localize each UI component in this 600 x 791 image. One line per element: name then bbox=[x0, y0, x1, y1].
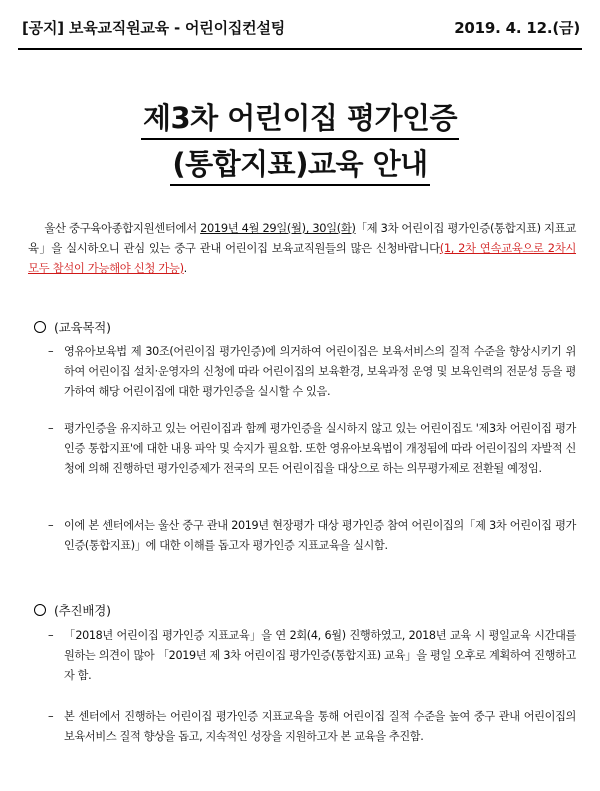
dash-bullet: – bbox=[48, 345, 54, 358]
intro-text-start: 울산 중구육아종합지원센터에서 bbox=[44, 221, 201, 235]
list-item bbox=[48, 516, 576, 560]
list-item bbox=[48, 626, 576, 690]
dash-bullet: – bbox=[48, 519, 54, 532]
header-date: 2019. 4. 12.(금) bbox=[454, 19, 580, 37]
circle-bullet-icon bbox=[34, 321, 46, 333]
list-item bbox=[48, 419, 576, 503]
section-heading-purpose: (교육목적) bbox=[34, 318, 111, 336]
dash-bullet: – bbox=[48, 629, 54, 642]
header-divider bbox=[18, 48, 582, 50]
list-item bbox=[48, 342, 576, 406]
circle-bullet-icon bbox=[34, 604, 46, 616]
intro-paragraph bbox=[28, 218, 576, 278]
intro-text-middle: 「제 3차 어린이집 평가인증(통합지표) 지표교육」을 실시하오니 관심 있는 중구 관내 어린이집 보육교직원들의 많은 신청바랍니다 bbox=[28, 221, 576, 255]
page-title-line1: 제3차 어린이집 평가인증 bbox=[0, 96, 600, 140]
dash-bullet: – bbox=[48, 422, 54, 435]
page-title-line2: (통합지표)교육 안내 bbox=[0, 142, 600, 186]
notice-header bbox=[22, 17, 580, 43]
intro-text-end: . bbox=[183, 261, 187, 275]
list-item-text: 평가인증을 유지하고 있는 어린이집과 함께 평가인증을 실시하지 않고 있는 어린이집도 '제3차 어린이집 평가인증 통합지표'에 대한 내용 파악 및 숙지가 필요함. 또한 영유아보육법이 개정됨에 따라 어린이집의 자발적 신청에 의해 진행하던 평가인증제가 전국의 모든 어린이집을 대상으로 하는 의무평가제로 전환될 예정임. bbox=[64, 422, 576, 475]
section-heading-background: (추진배경) bbox=[34, 601, 111, 619]
intro-date: 2019년 4월 29일(월), 30일(화) bbox=[200, 221, 356, 235]
list-item bbox=[48, 707, 576, 771]
intro-red-note: (1, 2차 연속교육으로 2차시 모두 참석이 가능해야 신청 가능) bbox=[28, 241, 577, 275]
dash-bullet: – bbox=[48, 710, 54, 723]
list-item-text: 이에 본 센터에서는 울산 중구 관내 2019년 현장평가 대상 평가인증 참여 어린이집의「제 3차 어린이집 평가인증(통합지표)」에 대한 이해를 돕고자 평가인증 지표교육을 실시함. bbox=[64, 519, 576, 552]
list-item-text: 본 센터에서 진행하는 어린이집 평가인증 지표교육을 통해 어린이집 질적 수준을 높여 중구 관내 어린이집의 보육서비스 질적 향상을 돕고, 지속적인 성장을 지원하고자 본 교육을 추진함. bbox=[64, 710, 576, 743]
list-item-text: 「2018년 어린이집 평가인증 지표교육」을 연 2회(4, 6월) 진행하였고, 2018년 교육 시 평일교육 시간대를 원하는 의견이 많아 「2019년 제 3차 어린이집 평가인증(통합지표) 교육」을 평일 오후로 계획하여 진행하고자 함. bbox=[64, 629, 576, 682]
list-item-text: 영유아보육법 제 30조(어린이집 평가인증)에 의거하여 어린이집은 보육서비스의 질적 수준을 향상시키기 위하여 어린이집 설치·운영자의 신청에 따라 어린이집의 보육환경, 보육과정 운영 및 보육인력의 전문성 등을 평가하여 해당 어린이집에 대한 평가인증을 실시할 수 있음. bbox=[64, 345, 576, 398]
header-category: [공지] 보육교직원교육 - 어린이집컨설팅 bbox=[22, 19, 286, 37]
